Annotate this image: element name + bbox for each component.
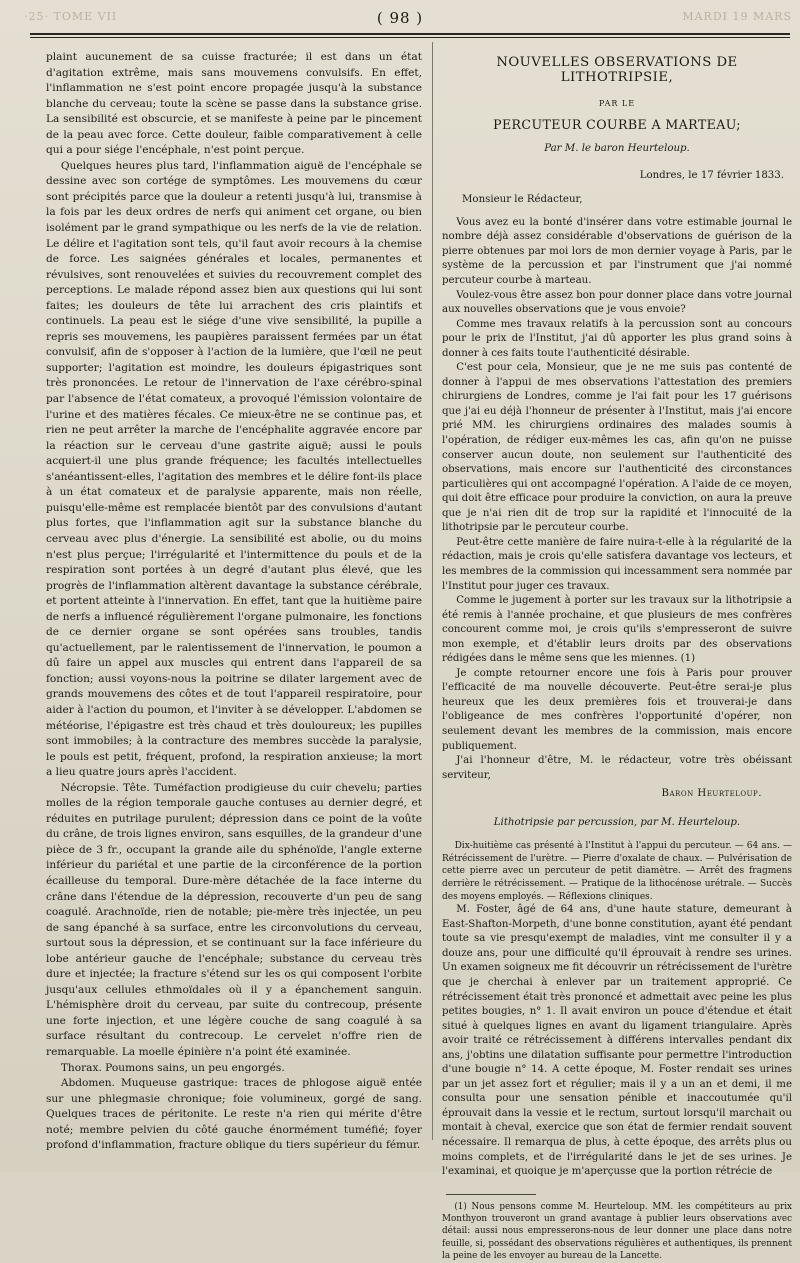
footnote: (1) Nous pensons comme M. Heurteloup. MM. les compétiteurs au prix Monthyon trouveront un grand avantage à publier leurs observations avec détail: aussi nous empresserons-nous de leur donner une place dans notre feuille, si, possédant des observations régulières et authentiques, ils prennent la peine de les envoyer au bureau de la Lancette. — [442, 1201, 792, 1262]
letter-paragraph: Je compte retourner encore une fois à Paris pour prouver l'efficacité de ma nouvelle découverte. Peut-être serai-je plus heureux que les deux premières fois et trouverai-je dans l'obligeance de mes confrères l'opportunité d'opérer, non seulement devant les membres de la commission, mais encore publiquement. — [442, 667, 792, 752]
body-paragraph: Quelques heures plus tard, l'inflammation aiguë de l'encéphale se dessine avec son cortége de symptômes. Les mouvemens du cœur sont précipités parce que la douleur a retenti jusqu'à lui, transmise à la fois par les deux ordres de nerfs qui animent cet organe, ou bien isolément par le grand sympathique ou les nerfs de la vie de relation. Le délire et l'agitation sont tels, qu'il faut avoir recours à la chemise de force. Les saignées générales et locales, permanentes et révulsives, sont renouvelées et suivies du recouvrement complet des perceptions. Le malade répond assez bien aux questions qui lui sont faites; les douleurs de tête lui arrachent des cris plaintifs et continuels. La peau est le siége d'une vive sensibilité, la pupille a repris ses mouvemens, les paupières paraissent fermées par un état convulsif, afin de s'opposer à l'action de la lumière, que l'œil ne peut supporter; l'agitation est moindre, les douleurs épigastriques sont très prononcées. Le retour de l'innervation de l'axe cérébro-spinal par l'absence de l'état comateux, a provoqué l'émission volontaire de l'urine et des matières fécales. Ce mieux-être ne se continue pas, et rien ne peut arrêter la marche de l'encéphalite aggravée encore par la réaction sur le cerveau d'une gastrite aiguë; aussi le pouls acquiert-il une plus grande fréquence; les facultés intellectuelles s'anéantissent-elles, l'agitation des membres et le délire font-ils place à un état comateux et de paralysie apparente, mais non réelle, puisqu'elle-même est remplacée bientôt par des convulsions d'autant plus fortes, que l'inflammation agit sur la substance blanche du cerveau avec plus d'énergie. La sensibilité est abolie, ou du moins n'est plus perçue; l'irrégularité et l'intermittence du pouls et de la respiration sont portées à un degré d'autant plus élevé, que les progrès de l'inflammation altèrent davantage la substance cérébrale, et portent atteinte à l'innervation. En effet, tant que la huitième paire de nerfs a influencé régulièrement l'organe pulmonaire, les fonctions de ce dernier organe se sont opérées sans troubles, tandis qu'actuellement, par le ralentissement de l'innervation, le poumon a dû faire un appel aux muscles qui entrent dans l'appareil de sa fonction; aussi voyons-nous la poitrine se dilater largement avec de grands mouvemens des côtes et de tout l'appareil respiratoire, pour aider à l'action du poumon, et l'inviter à se développer. L'abdomen se météorise, l'épigastre est très chaud et très douloureux; les pupilles sont immobiles; à la contracture des membres succède la paralysie, le pouls est petit, fréquent, profond, la respiration anxieuse; la mort a lieu quatre jours après l'accident. — [46, 159, 422, 779]
case-summary: Dix-huitième cas présenté à l'Institut à l'appui du percuteur. — 64 ans. — Rétrécissement de l'urètre. — Pierre d'oxalate de chaux. — Pulvérisation de cette pierre avec un percuteur de petit diamètre. — Arrêt des fragmens derrière le rétrécissement. — Pratique de la lithocénose urétrale. — Succès des moyens employés. — Réflexions cliniques. — [442, 841, 792, 902]
signature-name: Baron Heurteloup. — [661, 788, 762, 800]
body-paragraph: Abdomen. Muqueuse gastrique: traces de phlogose aiguë entée sur une phlegmasie chronique; foie volumineux, gorgé de sang. Quelques traces de péritonite. Le reste n'a rien qui mérite d'être noté; membre pelvien du côté gauche énormément tuméfié; foyer profond d'inflammation, fracture oblique du tiers supérieur du fémur. — [46, 1077, 422, 1152]
body-paragraph: Thorax. Poumons sains, un peu engorgés. — [60, 1061, 285, 1074]
article-author: Par M. le baron Heurteloup. — [544, 143, 690, 155]
left-column — [46, 50, 422, 1152]
header-rule-thin — [30, 37, 790, 38]
right-column — [442, 50, 792, 1262]
case-section-title: Lithotripsie par percussion, par M. Heurteloup. — [493, 816, 741, 828]
letter-paragraph: Vous avez eu la bonté d'insérer dans votre estimable journal le nombre déjà assez considérable d'observations de guérison de la pierre obtenues par moi lors de mon dernier voyage à Paris, par le système de la percussion et par l'instrument que j'ai nommé percuteur courbe à marteau. — [442, 216, 792, 287]
column-divider — [432, 42, 433, 1140]
page-number: ( 98 ) — [376, 9, 424, 27]
letter-date: Londres, le 17 février 1833. — [639, 169, 784, 181]
case-paragraph: M. Foster, âgé de 64 ans, d'une haute stature, demeurant à East-Shafton-Morpeth, d'une bonne constitution, ayant été pendant toute sa vie presqu'exempt de maladies, vint me consulter il y a douze ans, pour une difficulté qu'il éprouvait à rendre ses urines. Un examen soigneux me fit découvrir un rétrécissement de l'urètre que je cherchai à enlever par un traitement approprié. Ce rétrécissement était très prononcé et admettait avec peine les plus petites bougies, n° 1. Il avait environ un pouce d'étendue et était situé à quelques lignes en avant du ligament triangulaire. Après avoir traité ce rétrécissement à différens intervalles pendant dix ans, j'obtins une dilatation suffisante pour permettre l'introduction d'une bougie n° 14. A cette époque, M. Foster rendait ses urines par un jet assez fort et régulier; mais il y a un an et demi, il me consulta pour une sensation pénible et inaccoutumée qu'il éprouvait dans la vessie et le rectum, surtout lorsqu'il marchait ou montait à cheval, exercice que son état de fermier rendait souvent nécessaire. Il remarqua de plus, à cette époque, des arrêts plus ou moins complets, et de l'irrégularité dans le jet de ses urines. Je l'examinai, et quoique je m'aperçusse que la portion rétrécie de — [442, 904, 792, 1178]
body-paragraph: Nécropsie. Tête. Tuméfaction prodigieuse du cuir chevelu; parties molles de la région temporale gauche contuses au dernier degré, et réduites en putrilage purulent; dépression dans ce point de la voûte du crâne, de trois lignes environ, sans esquilles, de la grandeur d'une pièce de 3 fr., occupant la grande aile du sphénoïde, l'angle externe inférieur du pariétal et une partie de la circonférence de la portion écailleuse du temporal. Dure-mère détachée de la face interne du crâne dans l'étendue de la dépression, recouverte d'un peu de sang coagulé. Arachnoïde, rien de notable; pie-mère très injectée, un peu de sang épanché à sa surface, entre les circonvolutions du cerveau, surtout sous la dépression, et se continuant sur la face inférieure du lobe antérieur gauche de l'encéphale; substance du cerveau très dure et injectée; la fracture s'étend sur les os qui composent l'orbite jusqu'aux cellules ethmoïdales où il y a épanchement sanguin. L'hémisphère droit du cerveau, par suite du contrecoup, présente une forte injection, et une légère couche de sang coagulé à sa surface résultant du contrecoup. Le cervelet n'offre rien de remarquable. La moelle épinière n'a point été examinée. — [46, 781, 422, 1058]
letter-paragraph: Comme mes travaux relatifs à la percussion sont au concours pour le prix de l'Institut, j'ai dû apporter les plus grand soins à donner à ces faits toute l'authenticité désirable. — [442, 318, 792, 359]
article-title: NOUVELLES OBSERVATIONS DE LITHOTRIPSIE, — [496, 55, 738, 85]
letter-paragraph: Comme le jugement à porter sur les travaux sur la lithotripsie a été remis à l'année prochaine, et que plusieurs de mes confrères concourent comme moi, je crois qu'ils s'empresseront de suivre mon exemple, et d'établir leurs droits par des observations rédigées dans le même sens que les miennes. (1) — [442, 595, 792, 665]
letter-paragraph: Peut-être cette manière de faire nuira-t-elle à la régularité de la rédaction, mais je crois qu'elle satisfera davantage vos lecteurs, et les membres de la commission qui incessamment sera nommée par l'Institut pour juger ces travaux. — [442, 536, 792, 592]
letter-signature — [442, 787, 792, 802]
body-paragraph: plaint aucunement de sa cuisse fracturée; il est dans un état d'agitation extrême, mais sans mouvemens convulsifs. En effet, l'inflammation ne s'est point encore propagée jusqu'à la substance blanche du cerveau; toute la scène se passe dans la substance grise. La sensibilité est obscurcie, et se manifeste à peine par le pincement de la peau avec force. Cette douleur, faible comparativement à celle qui a pour siége l'encéphale, n'est point perçue. — [46, 51, 422, 157]
letter-paragraph: C'est pour cela, Monsieur, que je ne me suis pas contenté de donner à l'appui de mes observations l'attestation des premiers chirurgiens de Londres, comme je l'ai fait pour les 17 guérisons que j'ai eu déjà l'honneur de présenter à l'Institut, mais j'ai encore prié MM. les chirurgiens ordinaires des malades soumis à l'opération, de rédiger eux-mêmes les cas, afin qu'on ne puisse conserver aucun doute, non seulement sur l'authenticité des observations, mais encore sur l'authenticité des circonstances particulières qui ont accompagné l'opération. A l'aide de ce moyen, qui doit être efficace pour produire la conviction, on aura la preuve que je n'ai rien dit de trop sur la rapidité et l'innocuité de la lithotripsie par le percuteur courbe. — [442, 362, 792, 534]
header-rule — [30, 33, 790, 35]
footnote-rule — [446, 1194, 536, 1195]
article-title-connector: PAR LE — [598, 99, 636, 109]
bleed-through-right: MARDI 19 MARS — [682, 10, 792, 23]
letter-paragraph: J'ai l'honneur d'être, M. le rédacteur, votre très obéissant serviteur, — [442, 755, 792, 781]
article-subtitle: PERCUTEUR COURBE A MARTEAU; — [493, 116, 741, 132]
letter-paragraph: Voulez-vous être assez bon pour donner place dans votre journal aux nouvelles observations que je vous envoie? — [442, 289, 792, 316]
letter-salutation: Monsieur le Rédacteur, — [462, 194, 583, 206]
bleed-through-left: ·25· TOME VII — [24, 10, 118, 23]
